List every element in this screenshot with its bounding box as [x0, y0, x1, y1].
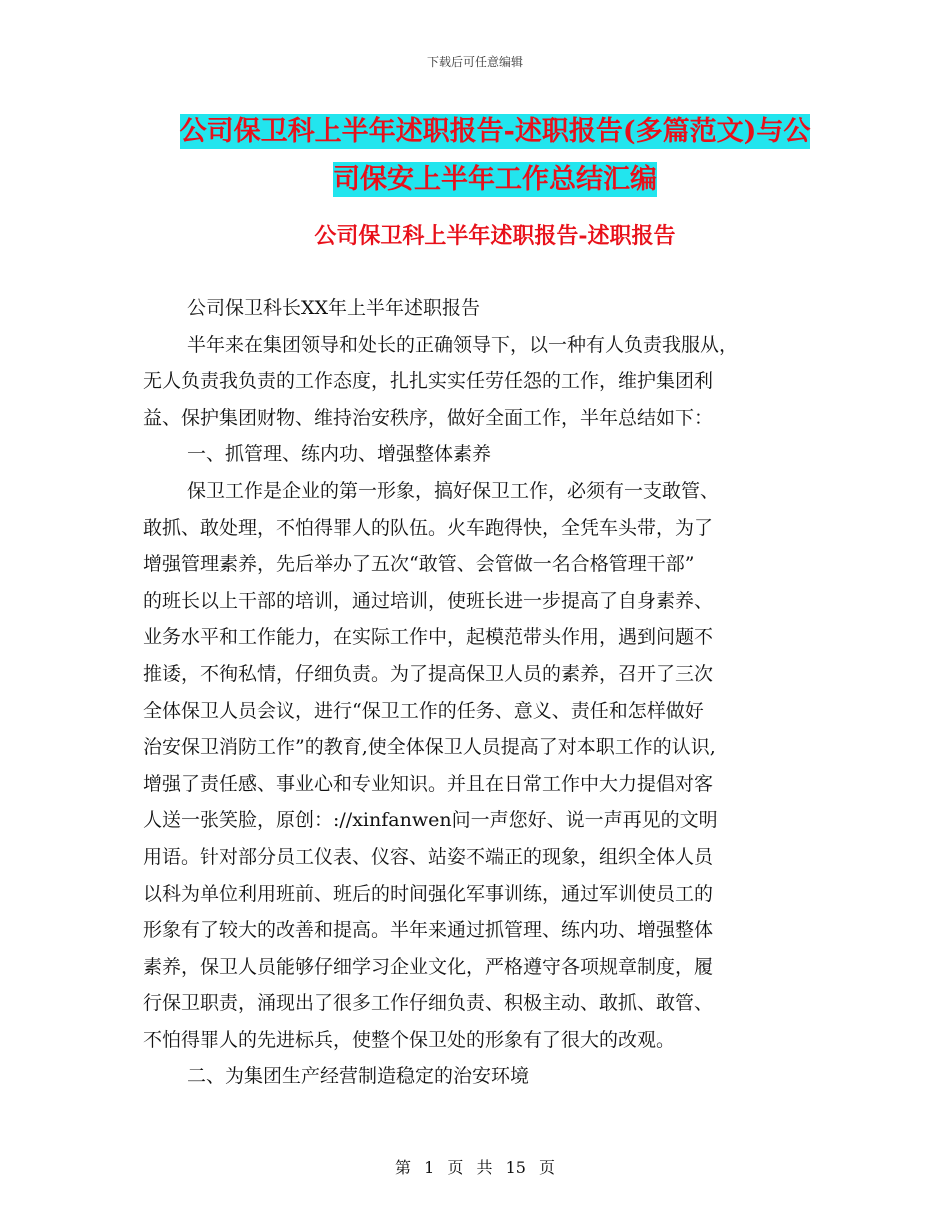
body-line: 行保卫职责，涌现出了很多工作仔细负责、积极主动、敢抓、敢管、 — [143, 992, 714, 1015]
title-line-2: 司保安上半年工作总结汇编 — [333, 164, 657, 195]
body-line: 增强管理素养，先后举办了五次“敢管、会管做一名合格管理干部” — [143, 553, 695, 576]
document-title — [140, 108, 850, 204]
body-line: 不怕得罪人的先进标兵，使整个保卫处的形象有了很大的改观。 — [143, 1028, 676, 1051]
footer-page-unit: 页 — [447, 1158, 464, 1177]
body-line: 推诿，不徇私情，仔细负责。为了提高保卫人员的素养，召开了三次 — [143, 662, 714, 685]
body-text — [143, 290, 823, 1095]
body-line: 敢抓、敢处理，不怕得罪人的队伍。火车跑得快，全凭车头带，为了 — [143, 516, 714, 539]
footer-page-number: 1 — [424, 1158, 435, 1177]
body-line: 以科为单位利用班前、班后的时间强化军事训练，通过军训使员工的 — [143, 882, 714, 905]
section-subtitle: 公司保卫科上半年述职报告-述职报告 — [314, 223, 676, 249]
body-line: 形象有了较大的改善和提高。半年来通过抓管理、练内功、增强整体 — [143, 919, 714, 942]
body-line: 素养，保卫人员能够仔细学习企业文化，严格遵守各项规章制度，履 — [143, 955, 714, 978]
title-line-1: 公司保卫科上半年述职报告-述职报告(多篇范文)与公 — [179, 116, 811, 147]
body-line: 公司保卫科长XX年上半年述职报告 — [187, 297, 481, 319]
body-line: 治安保卫消防工作”的教育,使全体保卫人员提高了对本职工作的认识, — [143, 736, 716, 759]
body-line: 全体保卫人员会议，进行“保卫工作的任务、意义、责任和怎样做好 — [143, 699, 704, 722]
footer-total-pages: 15 — [505, 1158, 526, 1177]
body-line: 益、保护集团财物、维持治安秩序，做好全面工作，半年总结如下： — [143, 406, 714, 429]
body-line: 无人负责我负责的工作态度，扎扎实实任劳任怨的工作，维护集团利 — [143, 370, 714, 393]
footer-total-unit: 页 — [539, 1158, 556, 1177]
body-line: 人送一张笑脸，原创：://xinfanwen问一声您好、说一声再见的文明 — [143, 809, 718, 832]
body-line: 的班长以上干部的培训，通过培训，使班长进一步提高了自身素养、 — [143, 589, 714, 612]
body-line: 二、为集团生产经营制造稳定的治安环境 — [187, 1065, 530, 1088]
header-note: 下载后可任意编辑 — [426, 55, 523, 69]
body-line: 半年来在集团领导和处长的正确领导下，以一种有人负责我服从， — [187, 333, 739, 356]
body-line: 增强了责任感、事业心和专业知识。并且在日常工作中大力提倡对客 — [143, 772, 714, 795]
footer-page-word: 第 — [394, 1158, 411, 1177]
footer-total-word: 共 — [476, 1158, 493, 1177]
body-line: 保卫工作是企业的第一形象，搞好保卫工作，必须有一支敢管、 — [187, 479, 720, 502]
page-footer — [0, 1155, 950, 1178]
body-line: 业务水平和工作能力，在实际工作中，起模范带头作用，遇到问题不 — [143, 626, 714, 649]
body-line: 一、抓管理、练内功、增强整体素养 — [187, 443, 492, 466]
body-line: 用语。针对部分员工仪表、仪容、站姿不端正的现象，组织全体人员 — [143, 845, 714, 868]
